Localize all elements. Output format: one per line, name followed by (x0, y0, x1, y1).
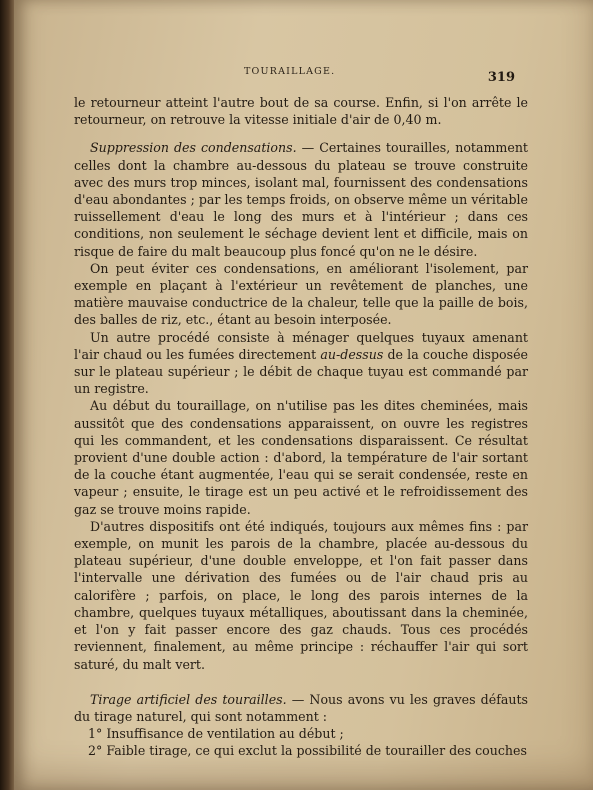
paragraph-text: de la couche disposée sur le plateau supérieur ; le débit de chaque tuyau est commandé par un registre. (74, 346, 529, 397)
paragraph-text: — Nous avons vu les graves défauts du tirage naturel, qui sont notamment : (74, 691, 528, 724)
section-title-suppression: Suppression des condensations. (90, 140, 297, 156)
paragraph-suppression-condensations (74, 139, 528, 259)
page-body (74, 94, 528, 760)
paragraph-text: Un autre procédé consiste à ménager quelques tuyaux amenant l'air chaud ou les fumées directement (74, 329, 528, 362)
book-page (14, 0, 593, 790)
paragraph-continuation: le retourneur atteint l'autre bout de sa course. Enfin, si l'on arrête le retourneur, on retrouve la vitesse initiale d'air de 0,40 m. (74, 95, 528, 128)
paragraph-autres-dispositifs: D'autres dispositifs ont été indiqués, toujours aux mêmes fins : par exemple, on munit les parois de la chambre, placée au-dessous du plateau supérieur, d'une double enveloppe, et l'on fait passer dans l'intervalle une dérivation des fumées ou de l'air chaud pris au calorifère ; parfois, on place, le long des parois internes de la chambre, quelques tuyaux métalliques, aboutissant dans la cheminée, et l'on y fait passer encore des gaz chauds. Tous ces procédés reviennent, finalement, au même principe : réchauffer l'air qui sort saturé, du malt vert. (74, 518, 528, 672)
page-number: 319 (487, 70, 515, 85)
paragraph-isolement: On peut éviter ces condensations, en améliorant l'isolement, par exemple en plaçant à l'extérieur un revêtement de planches, une matière mauvaise conductrice de la chaleur, telle que la paille de bois, des balles de riz, etc., étant au besoin interposée. (74, 260, 528, 328)
list-item-1: 1° Insuffisance de ventilation au début ; (88, 726, 344, 742)
running-head: TOURAILLAGE. (244, 66, 336, 77)
list-item-2: 2° Faible tirage, ce qui exclut la possibilité de tourailler des couches (88, 743, 527, 759)
paragraph-debut-touraillage: Au début du touraillage, on n'utilise pas les dites cheminées, mais aussitôt que des condensations apparaissent, on ouvre les registres qui les commandent, et les condensations disparaissent. Ce résultat provient d'une double action : d'abord, la température de l'air sortant de la couche étant augmentée, l'eau qui se serait condensée, reste en vapeur ; ensuite, le tirage est un peu activé et le refroidissement des gaz se trouve moins rapide. (74, 398, 528, 517)
section-title-tirage: Tirage artificiel des tourailles. (90, 691, 287, 707)
paragraph-tuyaux (74, 329, 528, 398)
italic-term: au-dessus (320, 346, 384, 362)
paragraph-tirage-artificiel (74, 691, 528, 725)
paragraph-text: — Certaines tourailles, notamment celles dont la chambre au-dessous du plateau se trouve construite avec des murs trop minces, isolant mal, fournissent des condensations d'eau abondantes ; par les temps froids, on observe même un véritable ruissellement d'eau le long des murs et à l'intérieur ; dans ces conditions, non seulement le séchage devient lent et difficile, mais on risque de faire du malt beaucoup plus foncé qu'on ne le désire. (74, 140, 528, 259)
book-spine-shadow (0, 0, 14, 790)
page-header (14, 62, 593, 86)
